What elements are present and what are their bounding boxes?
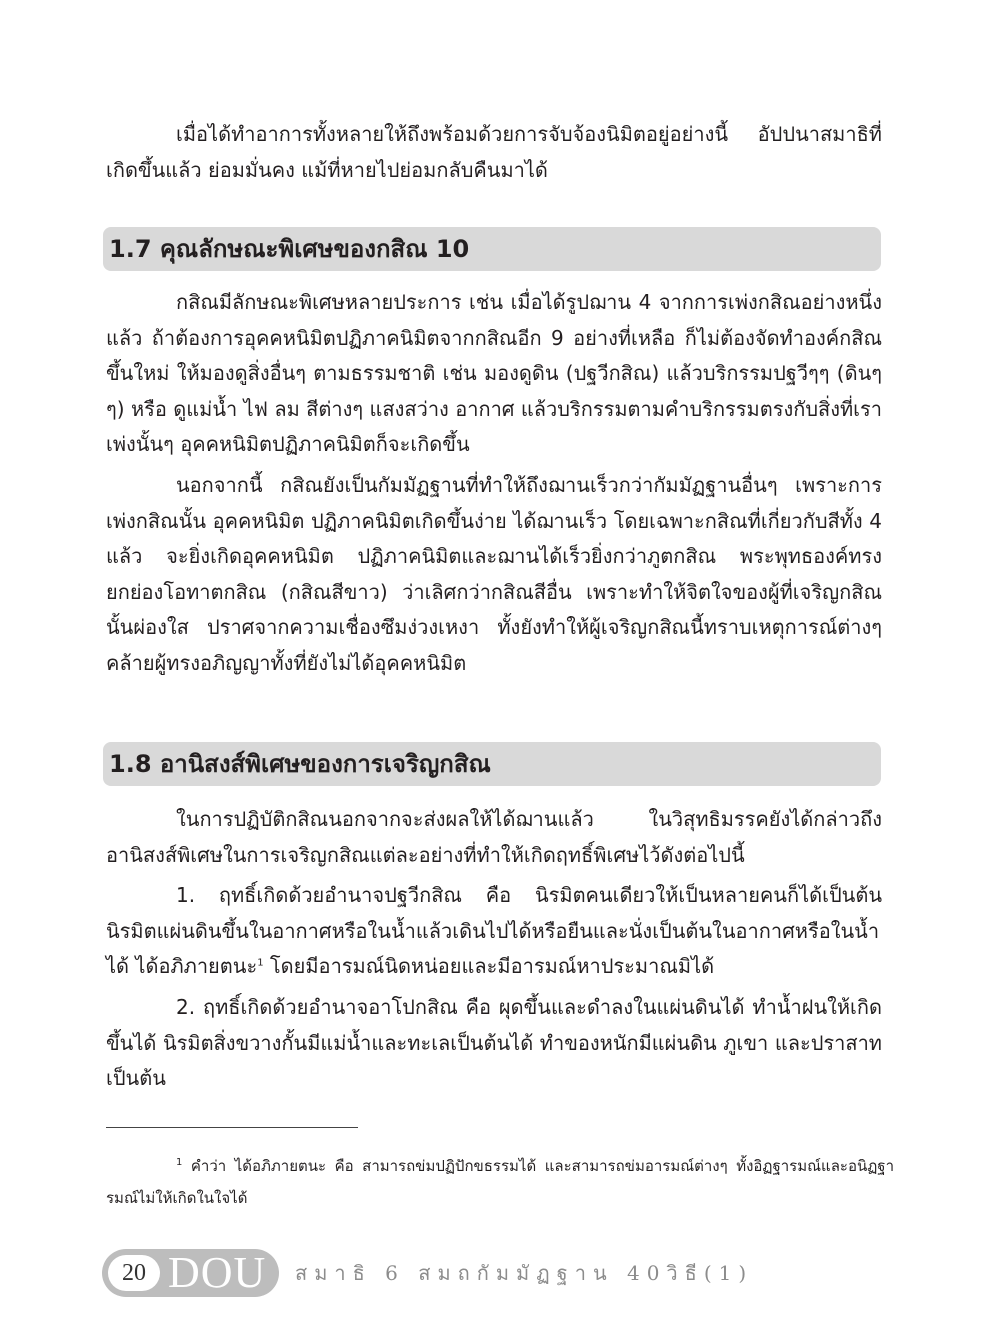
dou-logo: DOU bbox=[168, 1248, 267, 1297]
page-number: 20 bbox=[108, 1255, 160, 1291]
footnote-reference[interactable]: 1 bbox=[257, 957, 264, 969]
section-heading-1-8: 1.8 อานิสงส์พิเศษของการเจริญกสิณ bbox=[109, 750, 491, 778]
footer-badge bbox=[102, 1249, 279, 1297]
footnote-divider bbox=[106, 1127, 358, 1128]
footnote-marker: 1 bbox=[176, 1157, 183, 1168]
section-heading-1-7: 1.7 คุณลักษณะพิเศษของกสิณ 10 bbox=[109, 235, 470, 263]
list-item-1-text: 1. ฤทธิ์เกิดด้วยอำนาจปฐวีกสิณ คือ นิรมิตคนเดียวให้เป็นหลายคนก็ได้เป็นต้น นิรมิตแผ่นดินขึ้นในอากาศหรือในน้ำแล้วเดินไปได้หรือยืนและนั่งเป็นต้นในอากาศหรือในน้ำได้ ได้อภิภายตนะ bbox=[106, 883, 882, 979]
footnote bbox=[106, 1150, 894, 1214]
section-1-7-paragraph-1: กสิณมีลักษณะพิเศษหลายประการ เช่น เมื่อได้รูปฌาน 4 จากการเพ่งกสิณอย่างหนึ่งแล้ว ถ้าต้องการอุคคหนิมิตปฏิภาคนิมิตจากกสิณอีก 9 อย่างที่เหลือ ก็ไม่ต้องจัดทำองค์กสิณขึ้นใหม่ ให้มองดูสิ่งอื่นๆ ตามธรรมชาติ เช่น มองดูดิน (ปฐวีกสิณ) แล้วบริกรรมปฐวีๆๆ (ดินๆ ๆ) หรือ ดูแม่น้ำ ไฟ ลม สีต่างๆ แสงสว่าง อากาศ แล้วบริกรรมตามคำบริกรรมตรงกับสิ่งที่เราเพ่งนั้นๆ อุคคหนิมิตปฏิภาคนิมิตก็จะเกิดขึ้น bbox=[106, 290, 882, 457]
section-1-8-paragraph-1: ในการปฏิบัติกสิณนอกจากจะส่งผลให้ได้ฌานแล้ว ในวิสุทธิมรรคยังได้กล่าวถึงอานิสงส์พิเศษในการเจริญกสิณแต่ละอย่างที่ทำให้เกิดฤทธิ์พิเศษไว้ดังต่อไปนี้ bbox=[106, 807, 882, 867]
list-item-2: 2. ฤทธิ์เกิดด้วยอำนาจอาโปกสิณ คือ ผุดขึ้นและดำลงในแผ่นดินได้ ทำน้ำฝนให้เกิดขึ้นได้ นิรมิตสิ่งขวางกั้นมีแม่น้ำและทะเลเป็นต้นได้ ทำของหนักมีแผ่นดิน ภูเขา และปราสาท เป็นต้น bbox=[106, 994, 882, 1091]
running-title: สมาธิ 6 สมถกัมมัฏฐาน 40วิธี(1) bbox=[295, 1261, 754, 1285]
section-1-8-body bbox=[106, 802, 882, 1097]
intro-paragraph: เมื่อได้ทำอาการทั้งหลายให้ถึงพร้อมด้วยการจับจ้องนิมิตอยู่อย่างนี้ อัปปนาสมาธิที่เกิดขึ้นแล้ว ย่อมมั่นคง แม้ที่หายไปย่อมกลับคืนมาได้ bbox=[106, 122, 882, 182]
intro-block bbox=[106, 117, 882, 188]
section-1-7-paragraph-2: นอกจากนี้ กสิณยังเป็นกัมมัฏฐานที่ทำให้ถึงฌานเร็วกว่ากัมมัฏฐานอื่นๆ เพราะการเพ่งกสิณนั้น อุคคหนิมิต ปฏิภาคนิมิตเกิดขึ้นง่าย ได้ฌานเร็ว โดยเฉพาะกสิณที่เกี่ยวกับสีทั้ง 4 แล้ว จะยิ่งเกิดอุคคหนิมิต ปฏิภาคนิมิตและฌานได้เร็วยิ่งกว่าภูตกสิณ พระพุทธองค์ทรงยกย่องโอทาตกสิณ (กสิณสีขาว) ว่าเลิศกว่ากสิณสีอื่น เพราะทำให้จิตใจของผู้ที่เจริญกสิณนั้นผ่องใส ปราศจากความเชื่องซึมง่วงเหงา ทั้งยังทำให้ผู้เจริญกสิณนี้ทราบเหตุการณ์ต่างๆ คล้ายผู้ทรงอภิญญาทั้งที่ยังไม่ได้อุคคหนิมิต bbox=[106, 472, 882, 675]
section-1-7-body bbox=[106, 285, 882, 682]
list-item-1-text-continued: โดยมีอารมณ์นิดหน่อยและมีอารมณ์หาประมาณมิได้ bbox=[263, 954, 715, 979]
footnote-text: คำว่า ได้อภิภายตนะ คือ สามารถข่มปฏิปักขธรรมได้ และสามารถข่มอารมณ์ต่างๆ ทั้งอิฏฐารมณ์และอนิฏฐารมณ์ไม่ให้เกิดในใจได้ bbox=[106, 1157, 894, 1207]
list-item-1 bbox=[106, 878, 882, 985]
section-heading-bar bbox=[103, 227, 881, 271]
section-heading-bar bbox=[103, 742, 881, 786]
